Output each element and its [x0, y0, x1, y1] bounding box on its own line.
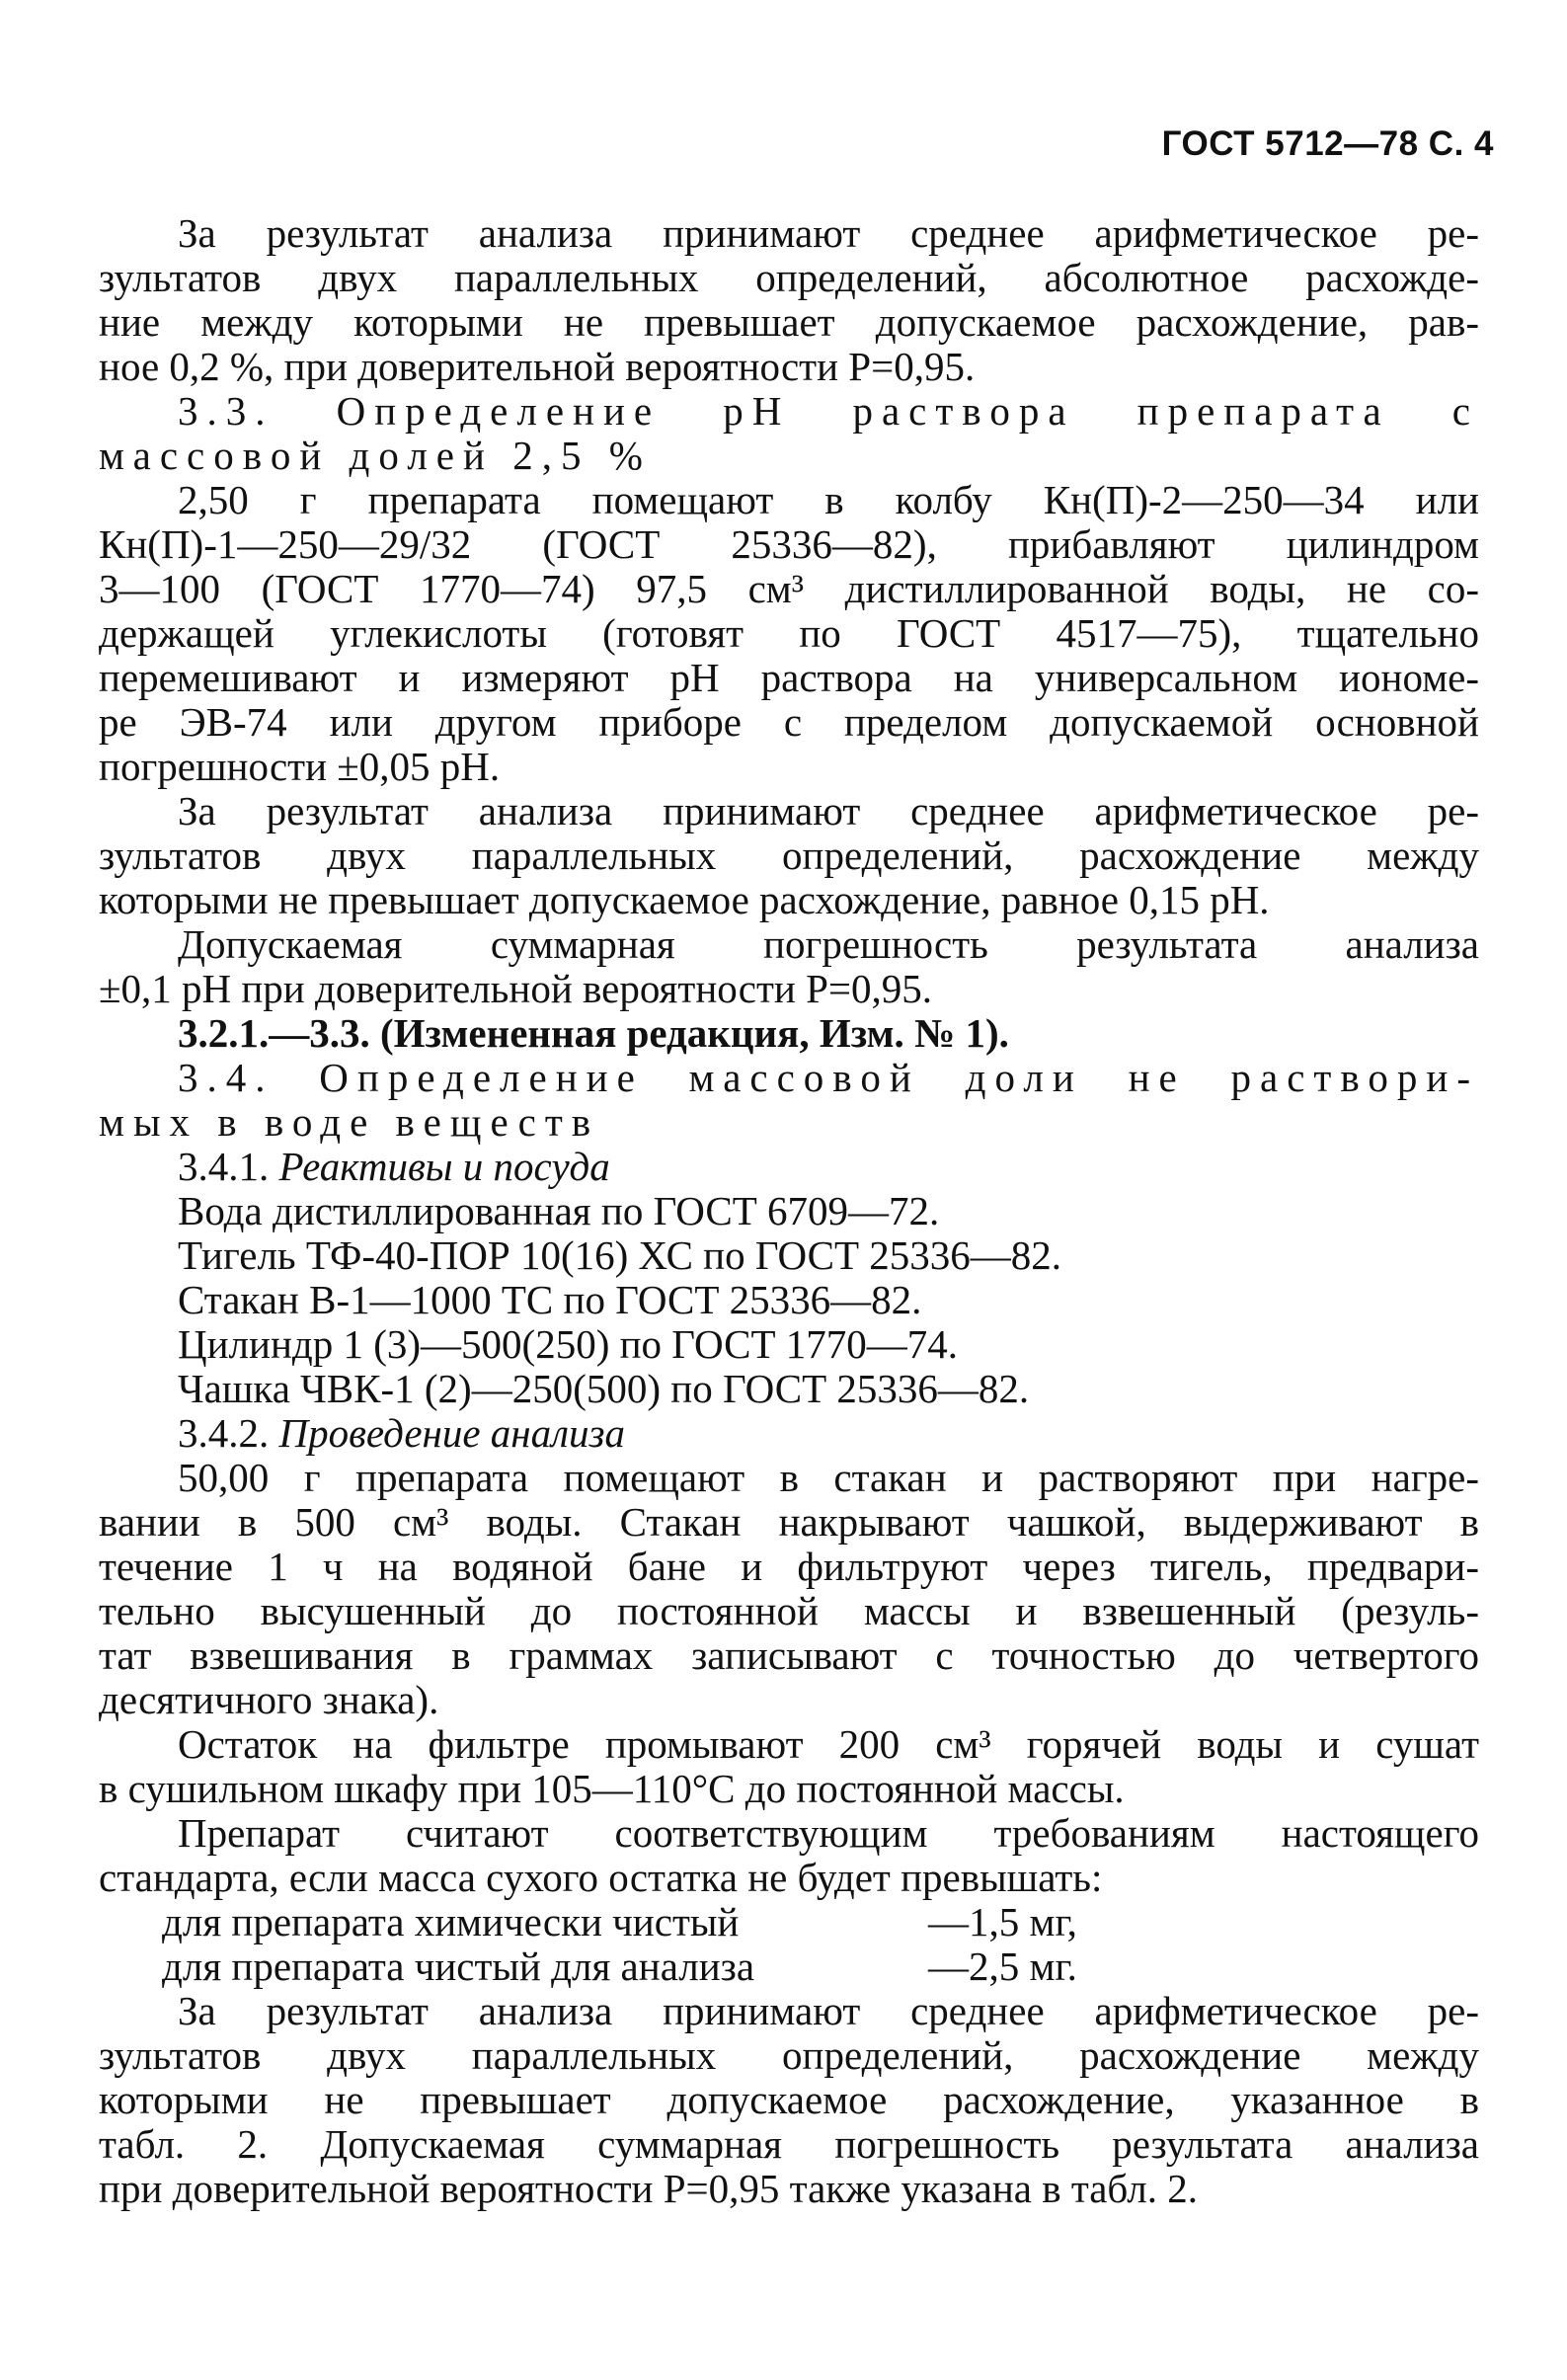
text-line: табл. 2. Допускаемая суммарная погрешность результата анализа: [99, 2121, 1479, 2167]
text-line: в сушильном шкафу при 105—110°С до постоянной массы.: [99, 1766, 1125, 1811]
text-line: 50,00 г препарата помещают в стакан и растворяют при нагре-: [178, 1455, 1479, 1500]
heading-line: 3.4. Определение массовой доли не раствори-: [178, 1055, 1479, 1100]
subsection-title: Реактивы и посуда: [278, 1144, 610, 1189]
requirement-value: —2,5 мг.: [928, 1944, 1077, 1989]
text-line: тат взвешивания в граммах записывают с точностью до четвертого: [99, 1632, 1479, 1678]
text-line: зультатов двух параллельных определений, расхождение между: [99, 2032, 1479, 2078]
text-line: перемешивают и измеряют pH раствора на универсальном иономе-: [99, 655, 1479, 700]
subsection-heading-3-4-1: [99, 1145, 1479, 1189]
text-line: зультатов двух параллельных определений, расхождение между: [99, 833, 1479, 878]
paragraph-result-3: [99, 1989, 1479, 2211]
paragraph-result-2: [99, 789, 1479, 922]
list-item: Стакан В-1—1000 ТС по ГОСТ 25336—82.: [178, 1277, 922, 1322]
text-line: 2,50 г препарата помещают в колбу Кн(П)-2—250—34 или: [178, 477, 1479, 522]
text-line: ние между которыми не превышает допускаемое расхождение, рав-: [99, 299, 1479, 345]
text-line: Допускаемая суммарная погрешность результата анализа: [178, 921, 1479, 967]
text-line: при доверительной вероятности P=0,95 также указана в табл. 2.: [99, 2166, 1198, 2211]
paragraph-residue: [99, 1722, 1479, 1811]
requirement-row: [99, 1900, 1479, 1944]
subsection-number: 3.4.1.: [178, 1144, 270, 1189]
text-line: ное 0,2 %, при доверительной вероятности P=0,95.: [99, 344, 976, 389]
paragraph-analysis: [99, 1456, 1479, 1722]
requirement-label: для препарата химически чистый: [162, 1899, 740, 1944]
paragraph-result-1: [99, 211, 1479, 389]
text-line: стандарта, если масса сухого остатка не будет превышать:: [99, 1855, 1103, 1900]
requirement-value: —1,5 мг,: [928, 1899, 1077, 1944]
paragraph-error: [99, 922, 1479, 1011]
list-item: Тигель ТФ-40-ПОР 10(16) ХС по ГОСТ 25336—82.: [178, 1232, 1062, 1278]
text-line: ±0,1 pH при доверительной вероятности P=0,95.: [99, 966, 933, 1011]
text-line: За результат анализа принимают среднее арифметическое ре-: [178, 210, 1479, 256]
paragraph-procedure-ph: [99, 478, 1479, 789]
text-line: 3—100 (ГОСТ 1770—74) 97,5 см³ дистиллированной воды, не со-: [99, 566, 1479, 611]
text-line: зультатов двух параллельных определений, абсолютное расхожде-: [99, 255, 1479, 300]
list-item: Цилиндр 1 (3)—500(250) по ГОСТ 1770—74.: [178, 1321, 958, 1367]
text-line: Препарат считают соответствующим требованиям настоящего: [178, 1810, 1479, 1856]
text-line: держащей углекислоты (готовят по ГОСТ 4517—75), тщательно: [99, 610, 1479, 656]
paragraph-requirement: [99, 1811, 1479, 1900]
text-line: тельно высушенный до постоянной массы и взвешенный (резуль-: [99, 1588, 1479, 1633]
subsection-heading-3-4-2: [99, 1411, 1479, 1456]
text-line: десятичного знака).: [99, 1677, 439, 1722]
text-line: которыми не превышает допускаемое расхождение, указанное в: [99, 2077, 1479, 2122]
text-line: которыми не превышает допускаемое расхождение, равное 0,15 pH.: [99, 877, 1270, 922]
subsection-title: Проведение анализа: [278, 1410, 626, 1456]
text-line: ре ЭВ-74 или другом приборе с пределом допускаемой основной: [99, 699, 1479, 745]
amendment-note: 3.2.1.—3.3. (Измененная редакция, Изм. № 1).: [178, 1010, 1009, 1056]
reagents-list: [99, 1189, 1479, 1411]
section-heading-3-4: [99, 1056, 1479, 1145]
page-header: ГОСТ 5712—78 С. 4: [1161, 124, 1494, 163]
text-line: течение 1 ч на водяной бане и фильтруют через тигель, предвари-: [99, 1544, 1479, 1589]
heading-line: 3.3. Определение pH раствора препарата с: [178, 388, 1479, 434]
requirement-row: [99, 1944, 1479, 1989]
text-line: вании в 500 см³ воды. Стакан накрывают чашкой, выдерживают в: [99, 1499, 1479, 1545]
requirement-label: для препарата чистый для анализа: [162, 1944, 755, 1989]
list-item: Чашка ЧВК-1 (2)—250(500) по ГОСТ 25336—82.: [178, 1366, 1030, 1411]
text-line: погрешности ±0,05 pH.: [99, 744, 501, 789]
text-line: За результат анализа принимают среднее арифметическое ре-: [178, 788, 1479, 833]
section-heading-3-3: [99, 389, 1479, 478]
text-line: За результат анализа принимают среднее арифметическое ре-: [178, 1988, 1479, 2033]
document-body: [99, 211, 1479, 2211]
text-line: Кн(П)-1—250—29/32 (ГОСТ 25336—82), прибавляют цилиндром: [99, 521, 1479, 567]
subsection-number: 3.4.2.: [178, 1410, 270, 1456]
heading-line: мых в воде веществ: [99, 1099, 600, 1145]
text-line: Остаток на фильтре промывают 200 см³ горячей воды и сушат: [178, 1721, 1479, 1767]
list-item: Вода дистиллированная по ГОСТ 6709—72.: [178, 1188, 940, 1233]
requirement-list: [99, 1900, 1479, 1989]
heading-line: массовой долей 2,5 %: [99, 433, 652, 478]
